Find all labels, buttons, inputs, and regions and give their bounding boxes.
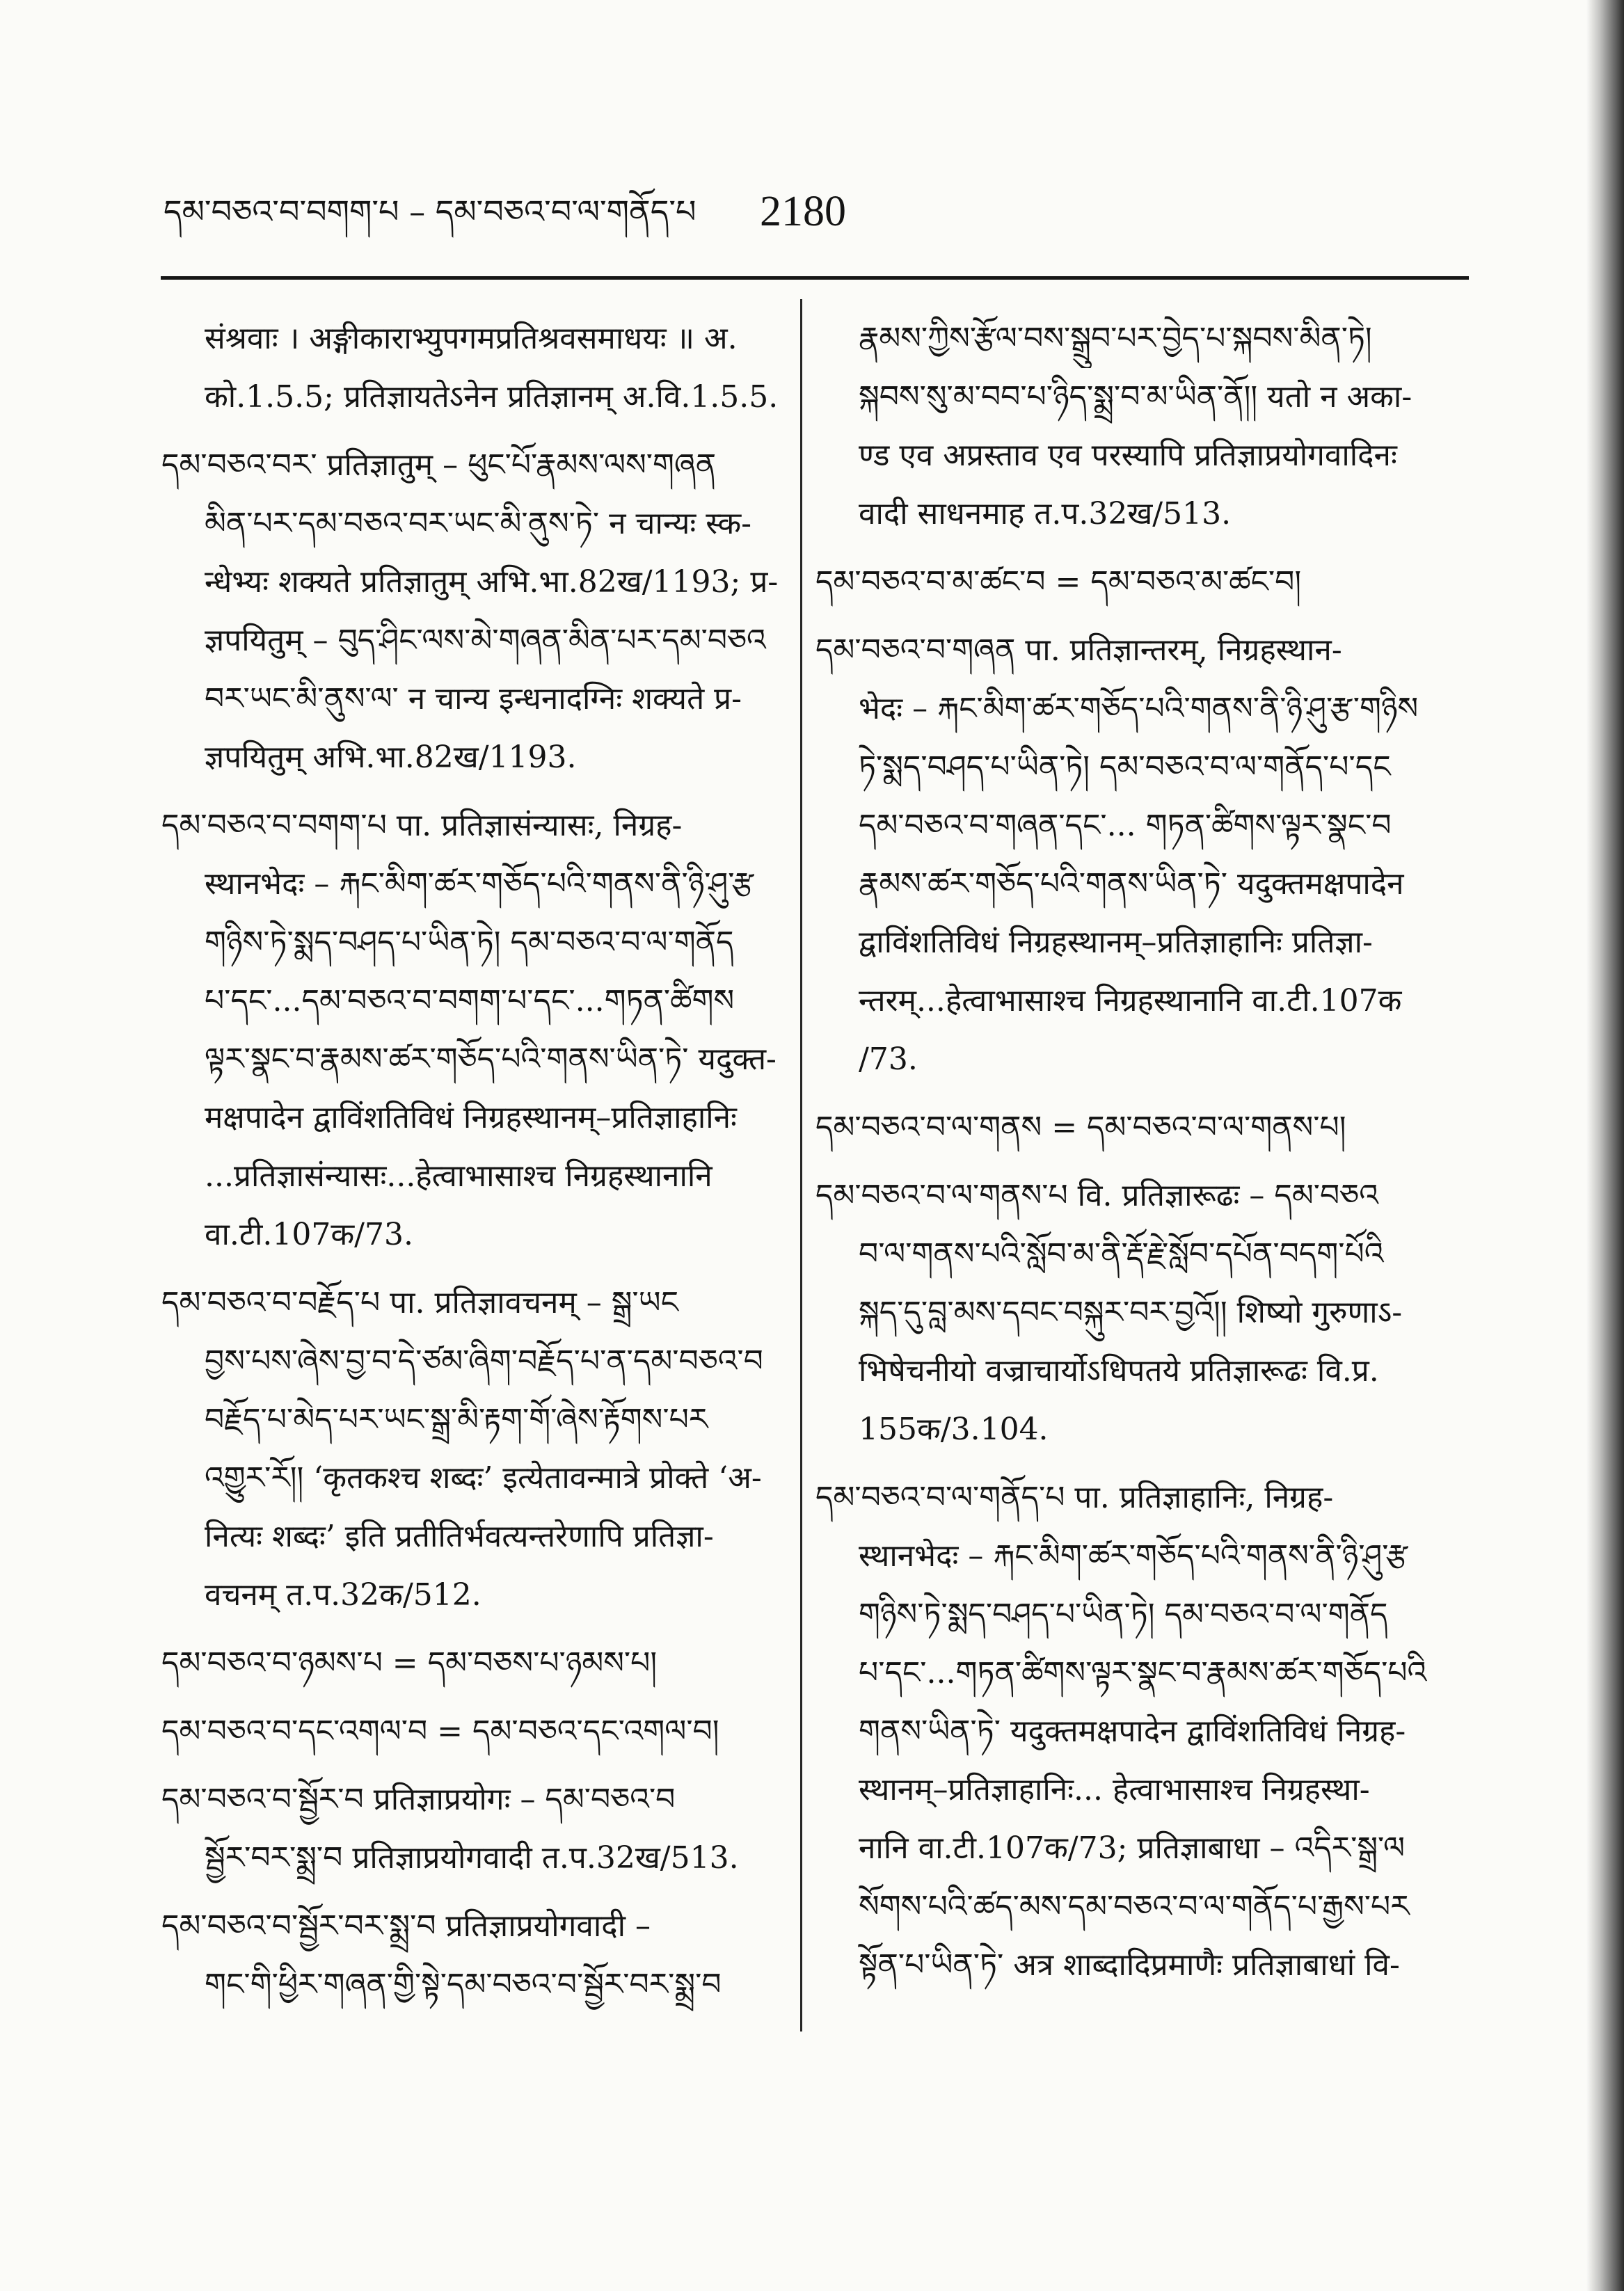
- entry-line: नित्यः शब्दः’ इति प्रतीतिर्भवत्यन्तरेणापि प्रतिज्ञा-: [205, 1519, 714, 1554]
- dictionary-entry: [815, 1469, 1475, 1995]
- dictionary-entry: [161, 1702, 791, 1761]
- continued-entry-text: [815, 310, 1475, 543]
- entry-line: པ་དང་...དམ་བཅའ་བ་བགག་པ་དང་...གཏན་ཚིགས: [205, 983, 735, 1019]
- entry-line: को.1.5.5; प्रतिज्ञायतेऽनेन प्रतिज्ञानम् अ.वि.1.5.5.: [205, 379, 779, 415]
- entry-headword-line: དམ་བཅའ་བ་ལ་གནས་པ वि. प्रतिज्ञारूढः – དམ་བཅའ: [815, 1178, 1378, 1213]
- entry-line: བ་ལ་གནས་པའི་སློབ་མ་ནི་རྡོ་རྗེ་སློབ་དཔོན་བདག་པོའི: [859, 1236, 1384, 1272]
- entry-line: स्थानभेदः – རྐང་མིག་ཚར་གཅོད་པའི་གནས་ནི་ཉི་ཤུ་རྩ: [859, 1538, 1408, 1574]
- entry-line: ལྟར་སྣང་བ་རྣམས་ཚར་གཅོད་པའི་གནས་ཡིན་ཏེ་ यदुक्त-: [205, 1041, 777, 1077]
- entry-line: ण्ड एव अप्रस्ताव एव परस्यापि प्रतिज्ञाप्रयोगवादिनः: [859, 438, 1397, 473]
- entry-headword-line: དམ་བཅའ་བ་སྦྱོར་བ प्रतिज्ञाप्रयोगः – དམ་བཅའ་བ: [161, 1782, 676, 1817]
- entry-headword-line: དམ་བཅའ་བ་ཉམས་པ = དམ་བཅས་པ་ཉམས་པ།: [161, 1645, 658, 1681]
- entry-headword-line: དམ་བཅའ་བ་དང་འགལ་བ = དམ་བཅའ་དང་འགལ་བ།: [161, 1714, 719, 1749]
- entry-line: स्थानभेदः – རྐང་མིག་ཚར་གཅོད་པའི་གནས་ནི་ཉི་ཤུ་རྩ: [205, 866, 754, 902]
- entry-line: གཉིས་ཏེ་སྨད་བཤད་པ་ཡིན་ཏེ། དམ་བཅའ་བ་ལ་གནོད: [205, 925, 734, 960]
- entry-line: སྐབས་སུ་མ་བབ་པ་ཉིད་སྨྲ་བ་མ་ཡིན་ནོ།། यतो न अका-: [859, 379, 1412, 415]
- dictionary-entry: [815, 1099, 1475, 1157]
- entry-headword-line: དམ་བཅའ་བ་མ་ཚང་བ = དམ་བཅའ་མ་ཚང་བ།: [815, 564, 1302, 600]
- column-divider: [800, 299, 802, 2031]
- dictionary-entry: [161, 1634, 791, 1693]
- entry-line: གནས་ཡིན་ཏེ་ यदुक्तमक्षपादेन द्वाविंशतिविधं निग्रह-: [859, 1714, 1406, 1749]
- dictionary-entry: [815, 1167, 1475, 1459]
- entry-line: ज्ञपयितुम् – བུད་ཤིང་ལས་མེ་གཞན་མིན་པར་དམ་བཅའ: [205, 623, 766, 658]
- entry-line: དམ་བཅའ་བ་གཞན་དང་... གཏན་ཚིགས་ལྟར་སྣང་བ: [859, 808, 1392, 843]
- entry-headword-line: དམ་བཅའ་བ་སྦྱོར་བར་སྨྲ་བ प्रतिज्ञाप्रयोगवादी –: [161, 1908, 651, 1944]
- entry-line: བརྗོད་པ་མེད་པར་ཡང་སྒྲ་མི་རྟག་གོ་ཞེས་རྟོགས་པར: [205, 1402, 708, 1437]
- entry-line: གང་གི་ཕྱིར་གཞན་གྱི་སྟེ་དམ་བཅའ་བ་སྦྱོར་བར་སྨྲ་བ: [205, 1967, 722, 2002]
- entry-line: སྦྱོར་བར་སྨྲ་བ प्रतिज्ञाप्रयोगवादी त.प.32ख/513.: [205, 1840, 739, 1876]
- entry-line: རྣམས་ཚར་གཅོད་པའི་གནས་ཡིན་ཏེ་ यदुक्तमक्षपादेन: [859, 866, 1404, 902]
- entry-line: བར་ཡང་མི་ནུས་ལ་ न चान्य इन्धनादग्निः शक्यते प्र-: [205, 681, 742, 717]
- entry-line: मक्षपादेन द्वाविंशतिविधं निग्रहस्थानम्–प्रतिज्ञाहानिः: [205, 1100, 737, 1135]
- entry-line: པ་དང་...གཏན་ཚིགས་ལྟར་སྣང་བ་རྣམས་ཚར་གཅོད་པའི: [859, 1655, 1427, 1691]
- scan-edge-shadow: [1586, 0, 1624, 2291]
- entry-line: वादी साधनमाह त.प.32ख/513.: [859, 496, 1232, 532]
- entry-line: न्धेभ्यः शक्यते प्रतिज्ञातुम् अभि.भा.82ख/1193; प्र-: [205, 564, 779, 600]
- entry-headword-line: དམ་བཅའ་བ་ལ་གནོད་པ पा. प्रतिज्ञाहानिः, निग्रह-: [815, 1480, 1334, 1515]
- left-column: [161, 310, 791, 2035]
- entry-headword-line: དམ་བཅའ་བ་བརྗོད་པ पा. प्रतिज्ञावचनम् – སྒྲ་ཡང: [161, 1285, 678, 1320]
- entry-line: /73.: [859, 1041, 918, 1077]
- dictionary-entry: [161, 1274, 791, 1625]
- dictionary-entry: [161, 1771, 791, 1887]
- header-rule: [161, 276, 1469, 280]
- entry-line: वा.टी.107क/73.: [205, 1217, 413, 1252]
- entry-line: संश्रवाः । अङ्गीकाराभ्युपगमप्रतिश्रवसमाधयः ॥ अ.: [205, 321, 738, 356]
- entry-line: གཉིས་ཏེ་སྨད་བཤད་པ་ཡིན་ཏེ། དམ་བཅའ་བ་ལ་གནོད: [859, 1597, 1388, 1632]
- dictionary-entry: [161, 797, 791, 1264]
- entry-line: ज्ञपयितुम् अभि.भा.82ख/1193.: [205, 740, 577, 775]
- dictionary-entry: [161, 1897, 791, 2014]
- dictionary-entry: [161, 436, 791, 787]
- entry-line: སོགས་པའི་ཚད་མས་དམ་བཅའ་བ་ལ་གནོད་པ་རྒྱས་པར: [859, 1889, 1410, 1924]
- entry-line: མིན་པར་དམ་བཅའ་བར་ཡང་མི་ནུས་ཏེ་ न चान्यः स्क-: [205, 506, 751, 541]
- entry-line: 155क/3.104.: [859, 1412, 1049, 1447]
- entry-line: स्थानम्–प्रतिज्ञाहानिः... हेत्वाभासाश्च निग्रहस्था-: [859, 1772, 1370, 1807]
- entry-line: वचनम् त.प.32क/512.: [205, 1577, 481, 1613]
- continued-entry-text: [161, 310, 791, 426]
- entry-line: न्तरम्...हेत्वाभासाश्च निग्रहस्थानानि वा.टी.107क: [859, 983, 1402, 1019]
- entry-headword-line: དམ་བཅའ་བ་ལ་གནས = དམ་བཅའ་བ་ལ་གནས་པ།: [815, 1110, 1346, 1145]
- dictionary-entry: [815, 553, 1475, 612]
- page-number: 2180: [760, 188, 846, 235]
- entry-line: རྣམས་ཀྱིས་རྩོལ་བས་སྒྲུབ་པར་བྱེད་པ་སྐབས་མིན་ཏེ།: [859, 321, 1372, 356]
- entry-line: བྱས་པས་ཞེས་བྱ་བ་དེ་ཙམ་ཞིག་བརྗོད་པ་ན་དམ་བཅའ་བ: [205, 1343, 763, 1379]
- entry-line: འགྱུར་རོ།། ‘कृतकश्च शब्दः’ इत्येतावन्मात्रे प्रोक्ते ‘अ-: [205, 1460, 762, 1496]
- entry-headword-line: དམ་བཅའ་བ་གཞན पा. प्रतिज्ञान्तरम्, निग्रहस्थान-: [815, 632, 1342, 668]
- entry-line: སྟོན་པ་ཡིན་ཏེ་ अत्र शाब्दादिप्रमाणैः प्रतिज्ञाबाधां वि-: [859, 1947, 1400, 1983]
- entry-line: སྐད་དུ་བླ་མས་དབང་བསྐུར་བར་བྱའོ།། शिष्यो गुरुणाऽ-: [859, 1295, 1403, 1330]
- entry-line: द्वाविंशतिविधं निग्रहस्थानम्–प्रतिज्ञाहानिः प्रतिज्ञा-: [859, 925, 1373, 960]
- entry-line: ཏེ་སྨད་བཤད་པ་ཡིན་ཏེ། དམ་བཅའ་བ་ལ་གནོད་པ་དང: [859, 749, 1391, 785]
- right-column: [815, 310, 1475, 2035]
- entry-line: भेदः – རྐང་མིག་ཚར་གཅོད་པའི་གནས་ནི་ཉི་ཤུ་རྩ་གཉིས: [859, 691, 1419, 726]
- entry-headword-line: དམ་བཅའ་བ་བགག་པ पा. प्रतिज्ञासंन्यासः, निग्रह-: [161, 808, 683, 843]
- entry-line: भिषेचनीयो वज्राचार्योऽधिपतये प्रतिज्ञारूढः वि.प्र.: [859, 1353, 1379, 1389]
- entry-headword-line: དམ་བཅའ་བར་ प्रतिज्ञातुम् – ཕུང་པོ་རྣམས་ལས་གཞན: [161, 447, 717, 483]
- running-head: དམ་བཅའ་བ་བགག་པ – དམ་བཅའ་བ་ལ་གནོད་པ: [164, 193, 696, 230]
- dictionary-entry: [815, 621, 1475, 1089]
- entry-line: ...प्रतिज्ञासंन्यासः...हेत्वाभासाश्च निग्रहस्थानानि: [205, 1158, 713, 1194]
- entry-line: नानि वा.टी.107क/73; प्रतिज्ञाबाधा – འདིར་སྒྲ་ལ: [859, 1830, 1406, 1866]
